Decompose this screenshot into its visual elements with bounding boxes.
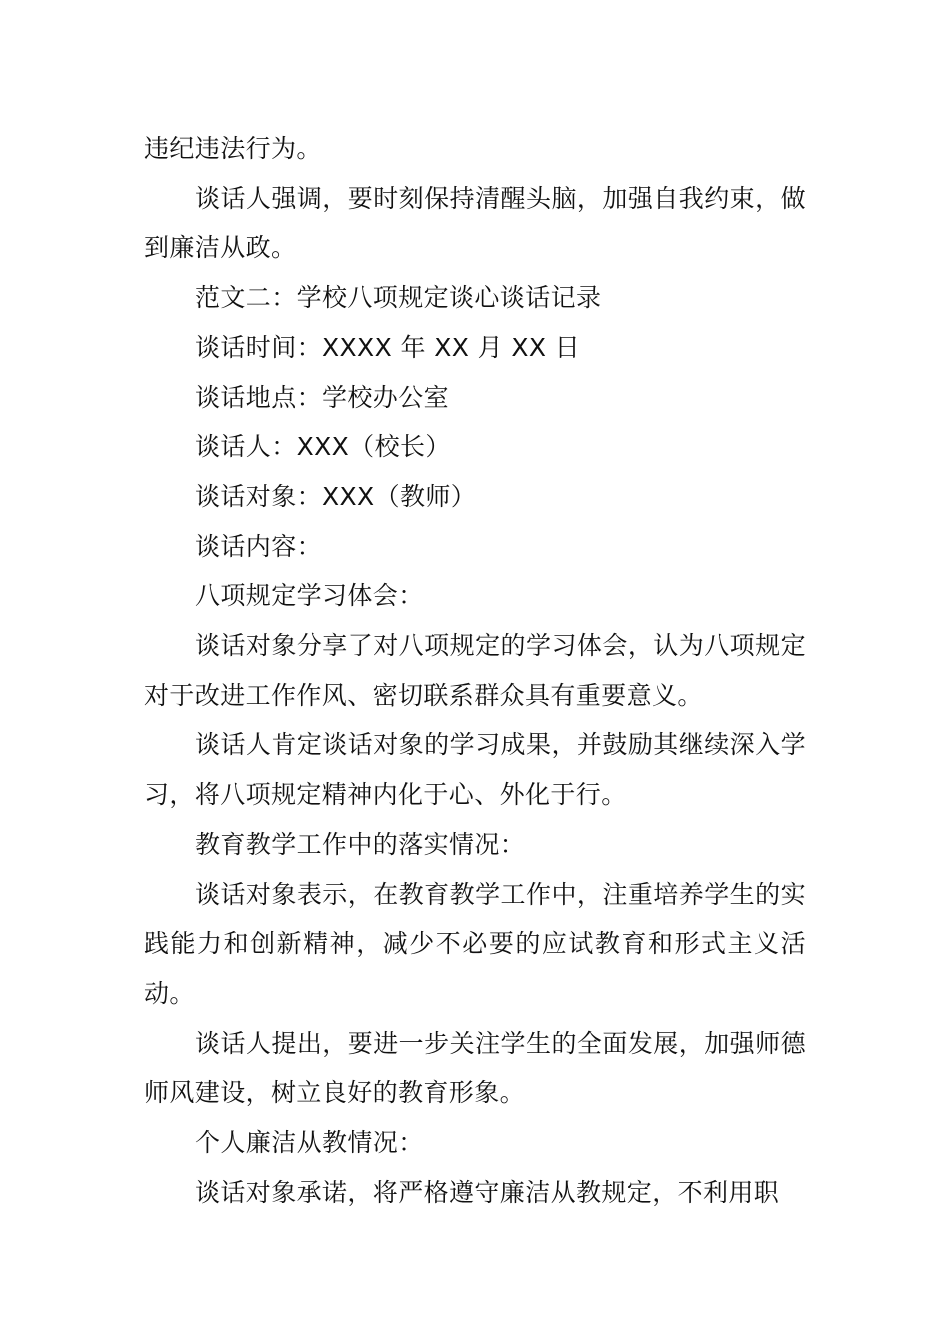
field-talk-location: 谈话地点：学校办公室 <box>195 382 450 412</box>
subheading-study-experience: 八项规定学习体会： <box>195 581 424 611</box>
paragraph-subject-teaching: 谈话对象表示，在教育教学工作中，注重培养学生的实践能力和创新精神，减少不必要的应试教育和形式主义活动。 <box>144 879 806 1008</box>
paragraph-continuation: 违纪违法行为。 <box>144 134 322 163</box>
subheading-personal-integrity: 个人廉洁从教情况： <box>195 1128 424 1158</box>
field-talk-time: 谈话时间：XXXX 年 XX 月 XX 日 <box>195 332 581 362</box>
section-heading-sample-two: 范文二：学校八项规定谈心谈话记录 <box>195 283 602 313</box>
subheading-teaching-implementation: 教育教学工作中的落实情况： <box>195 829 526 859</box>
paragraph-speaker-affirmation: 谈话人肯定谈话对象的学习成果，并鼓励其继续深入学习，将八项规定精神内化于心、外化于行。 <box>144 730 806 810</box>
field-talk-subject: 谈话对象：XXX（教师） <box>195 481 477 511</box>
document-body <box>144 124 806 1217</box>
paragraph-speaker-emphasis: 谈话人强调，要时刻保持清醒头脑，加强自我约束，做到廉洁从政。 <box>144 183 806 263</box>
paragraph-speaker-suggestion: 谈话人提出，要进一步关注学生的全面发展，加强师德师风建设，树立良好的教育形象。 <box>144 1028 806 1108</box>
field-talk-content: 谈话内容： <box>195 531 323 561</box>
paragraph-subject-commitment: 谈话对象承诺，将严格遵守廉洁从教规定，不利用职 <box>195 1177 780 1207</box>
field-talk-speaker: 谈话人：XXX（校长） <box>195 432 451 462</box>
paragraph-subject-sharing: 谈话对象分享了对八项规定的学习体会，认为八项规定对于改进工作作风、密切联系群众具有重要意义。 <box>144 631 806 710</box>
